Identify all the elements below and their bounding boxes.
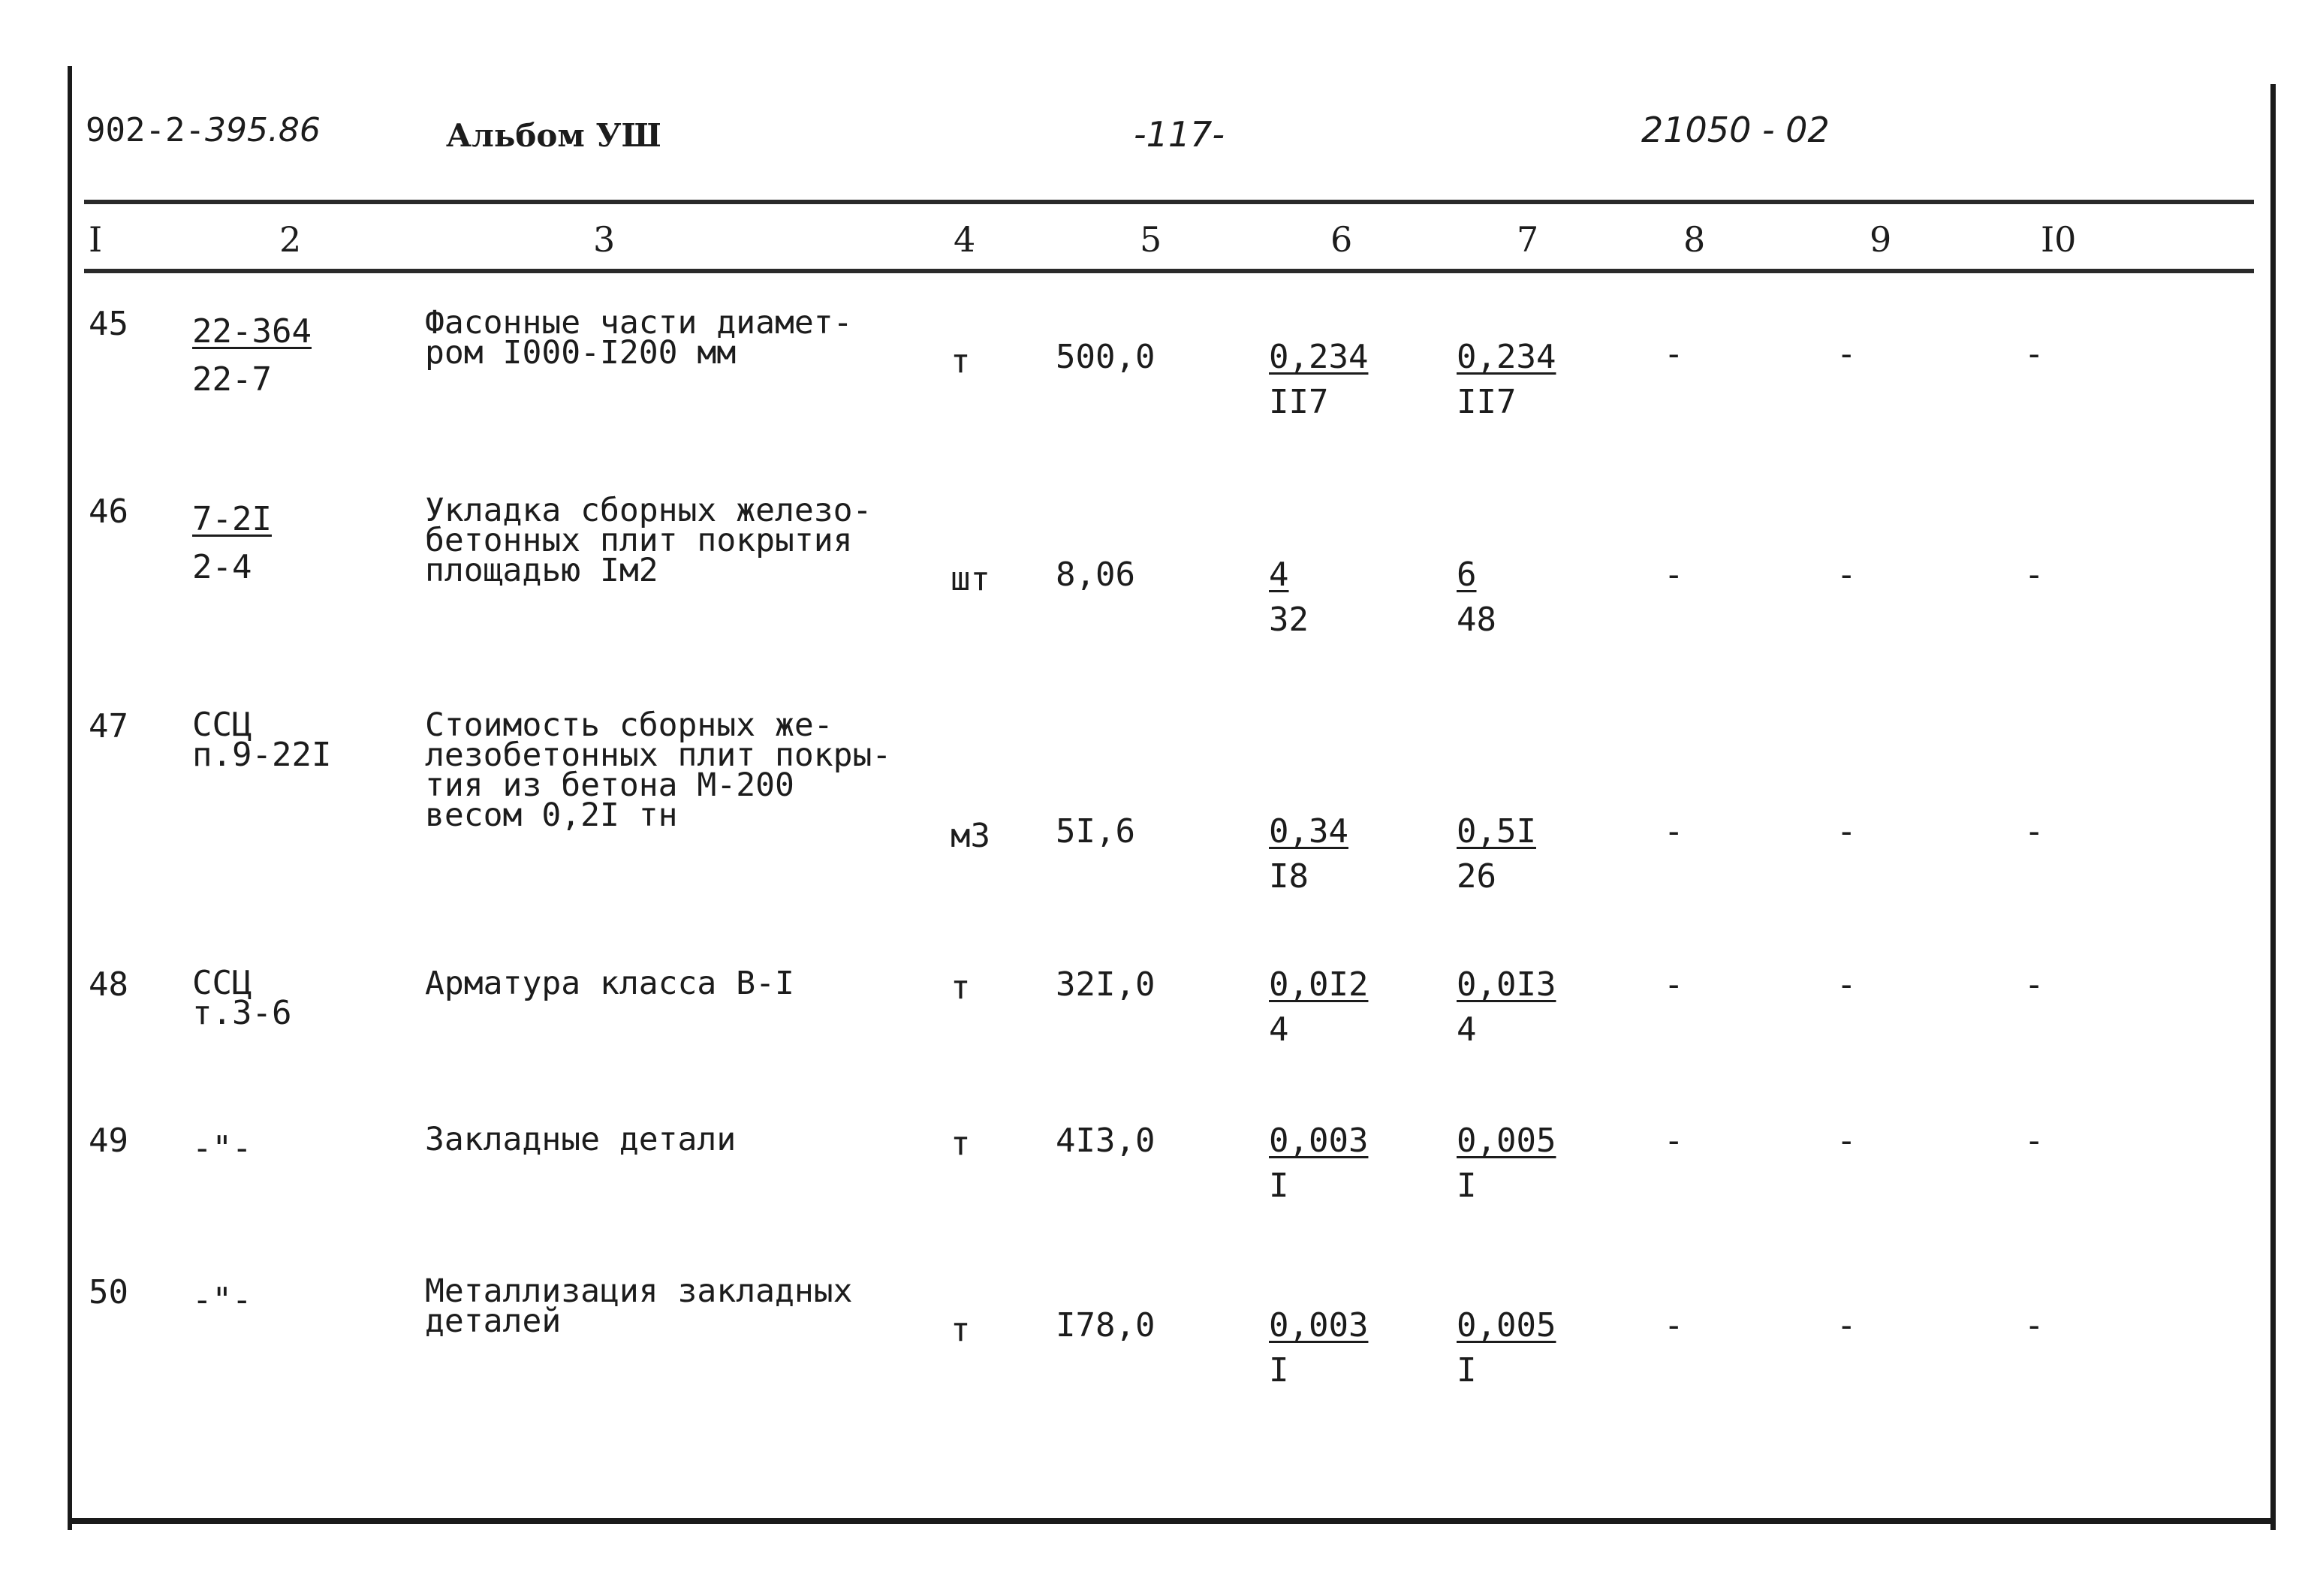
column-header-7: 7 [1517,219,1539,260]
rate-code-bottom: 2-4 [192,548,252,586]
column-6-value [1269,965,1369,1049]
project-number: 21050 - 02 [1641,110,1830,150]
column-9-value: - [1836,556,1857,594]
column-header-2: 2 [279,219,302,260]
column-6-denominator: I [1269,1351,1289,1390]
frame-right-border [2270,84,2276,1530]
column-9-value: - [1836,1122,1857,1160]
column-6-denominator: 4 [1269,1010,1289,1049]
column-6-numerator: 0,34 [1269,812,1348,851]
column-7-denominator: II7 [1457,383,1517,421]
rate-code [192,495,272,592]
column-6-value [1269,812,1348,896]
column-6-denominator: I [1269,1167,1289,1205]
column-7-denominator: 48 [1457,601,1496,639]
column-8-value: - [1664,556,1684,594]
column-7-value [1457,1122,1556,1205]
column-header-9: 9 [1870,219,1892,260]
header-bottom-rule [84,269,2254,273]
column-10-value: - [2024,556,2044,594]
work-description: Арматура класса В-I [425,965,794,1002]
row-number: 50 [89,1273,128,1311]
unit: м3 [951,817,990,855]
column-10-value: - [2024,335,2044,373]
column-8-value: - [1664,812,1684,851]
rate-code-top: -"- [192,1129,252,1167]
column-7-numerator: 6 [1457,556,1477,594]
unit-price: 5I,6 [1056,812,1135,851]
rate-code-top: ССЦ [192,706,252,744]
column-9-value: - [1836,1306,1857,1345]
unit: т [951,1125,971,1163]
row-number: 47 [89,707,128,745]
rate-code-bottom: 22-7 [192,360,272,399]
work-description: Стоимость сборных же- лезобетонных плит покры- тия из бетона М-200 весом 0,2I тн [425,706,892,834]
column-9-value: - [1836,965,1857,1004]
unit-price: 32I,0 [1056,965,1156,1004]
column-header-1: I [89,219,103,260]
unit: т [951,342,971,381]
row-number: 49 [89,1122,128,1160]
column-6-numerator: 0,234 [1269,338,1369,376]
unit-price: 8,06 [1056,556,1135,594]
column-7-numerator: 0,005 [1457,1122,1556,1160]
column-6-denominator: II7 [1269,383,1329,421]
column-8-value: - [1664,335,1684,373]
unit: т [951,968,971,1007]
rate-code-top: 22-364 [192,312,312,351]
rate-code [192,1125,252,1173]
unit: шт [951,560,990,598]
column-6-value [1269,1122,1369,1205]
rate-code-bottom: п.9-22I [192,736,332,774]
column-6-numerator: 0,003 [1269,1122,1369,1160]
column-8-value: - [1664,1306,1684,1345]
unit-price: 500,0 [1056,338,1156,376]
column-6-denominator: I8 [1269,857,1309,896]
column-header-8: 8 [1683,219,1706,260]
column-6-numerator: 0,0I2 [1269,965,1369,1004]
rate-code-top: 7-2I [192,500,272,538]
header-top-rule [84,200,2254,204]
column-10-value: - [2024,965,2044,1004]
column-7-numerator: 0,234 [1457,338,1556,376]
column-8-value: - [1664,1122,1684,1160]
column-6-numerator: 4 [1269,556,1289,594]
column-7-numerator: 0,005 [1457,1306,1556,1345]
column-7-denominator: 26 [1457,857,1496,896]
unit-price: 4I3,0 [1056,1122,1156,1160]
document-code [86,111,321,149]
column-8-value: - [1664,965,1684,1004]
column-header-4: 4 [954,219,976,260]
rate-code [192,964,292,1032]
column-header-5: 5 [1140,219,1162,260]
rate-code [192,1276,252,1324]
row-number: 45 [89,305,128,343]
frame-bottom-border [68,1518,2276,1524]
column-7-value [1457,965,1556,1049]
work-description: Закладные детали [425,1121,737,1158]
rate-code [192,308,312,404]
column-6-value [1269,556,1309,639]
column-7-denominator: I [1457,1167,1477,1205]
column-6-value [1269,338,1369,421]
row-number: 46 [89,492,128,531]
album-label: Альбом УШ [446,117,661,154]
column-6-numerator: 0,003 [1269,1306,1369,1345]
column-7-value [1457,338,1556,421]
document-code-handwritten: 395.86 [204,111,321,149]
row-number: 48 [89,965,128,1004]
column-9-value: - [1836,812,1857,851]
unit: т [951,1311,971,1349]
column-7-numerator: 0,0I3 [1457,965,1556,1004]
rate-code [192,706,332,774]
column-10-value: - [2024,1122,2044,1160]
rate-code-bottom: т.3-6 [192,994,292,1032]
column-header-3: 3 [593,219,616,260]
column-7-value [1457,556,1496,639]
work-description: Металлизация закладных деталей [425,1272,853,1340]
unit-price: I78,0 [1056,1306,1156,1345]
document-code-printed: 902-2- [86,111,205,149]
work-description: Фасонные части диамет- ром I000-I200 мм [425,304,853,372]
column-7-value [1457,812,1536,896]
column-9-value: - [1836,335,1857,373]
rate-code-top: ССЦ [192,964,252,1002]
frame-left-border [68,66,72,1530]
column-7-numerator: 0,5I [1457,812,1536,851]
rate-code-top: -"- [192,1281,252,1319]
column-7-denominator: I [1457,1351,1477,1390]
column-10-value: - [2024,812,2044,851]
work-description: Укладка сборных железо- бетонных плит покрытия площадью Iм2 [425,492,872,589]
page-number: -117- [1134,114,1225,155]
column-7-denominator: 4 [1457,1010,1477,1049]
column-7-value [1457,1306,1556,1390]
column-10-value: - [2024,1306,2044,1345]
column-6-value [1269,1306,1369,1390]
column-6-denominator: 32 [1269,601,1309,639]
column-header-6: 6 [1330,219,1353,260]
column-header-10: I0 [2041,219,2077,260]
